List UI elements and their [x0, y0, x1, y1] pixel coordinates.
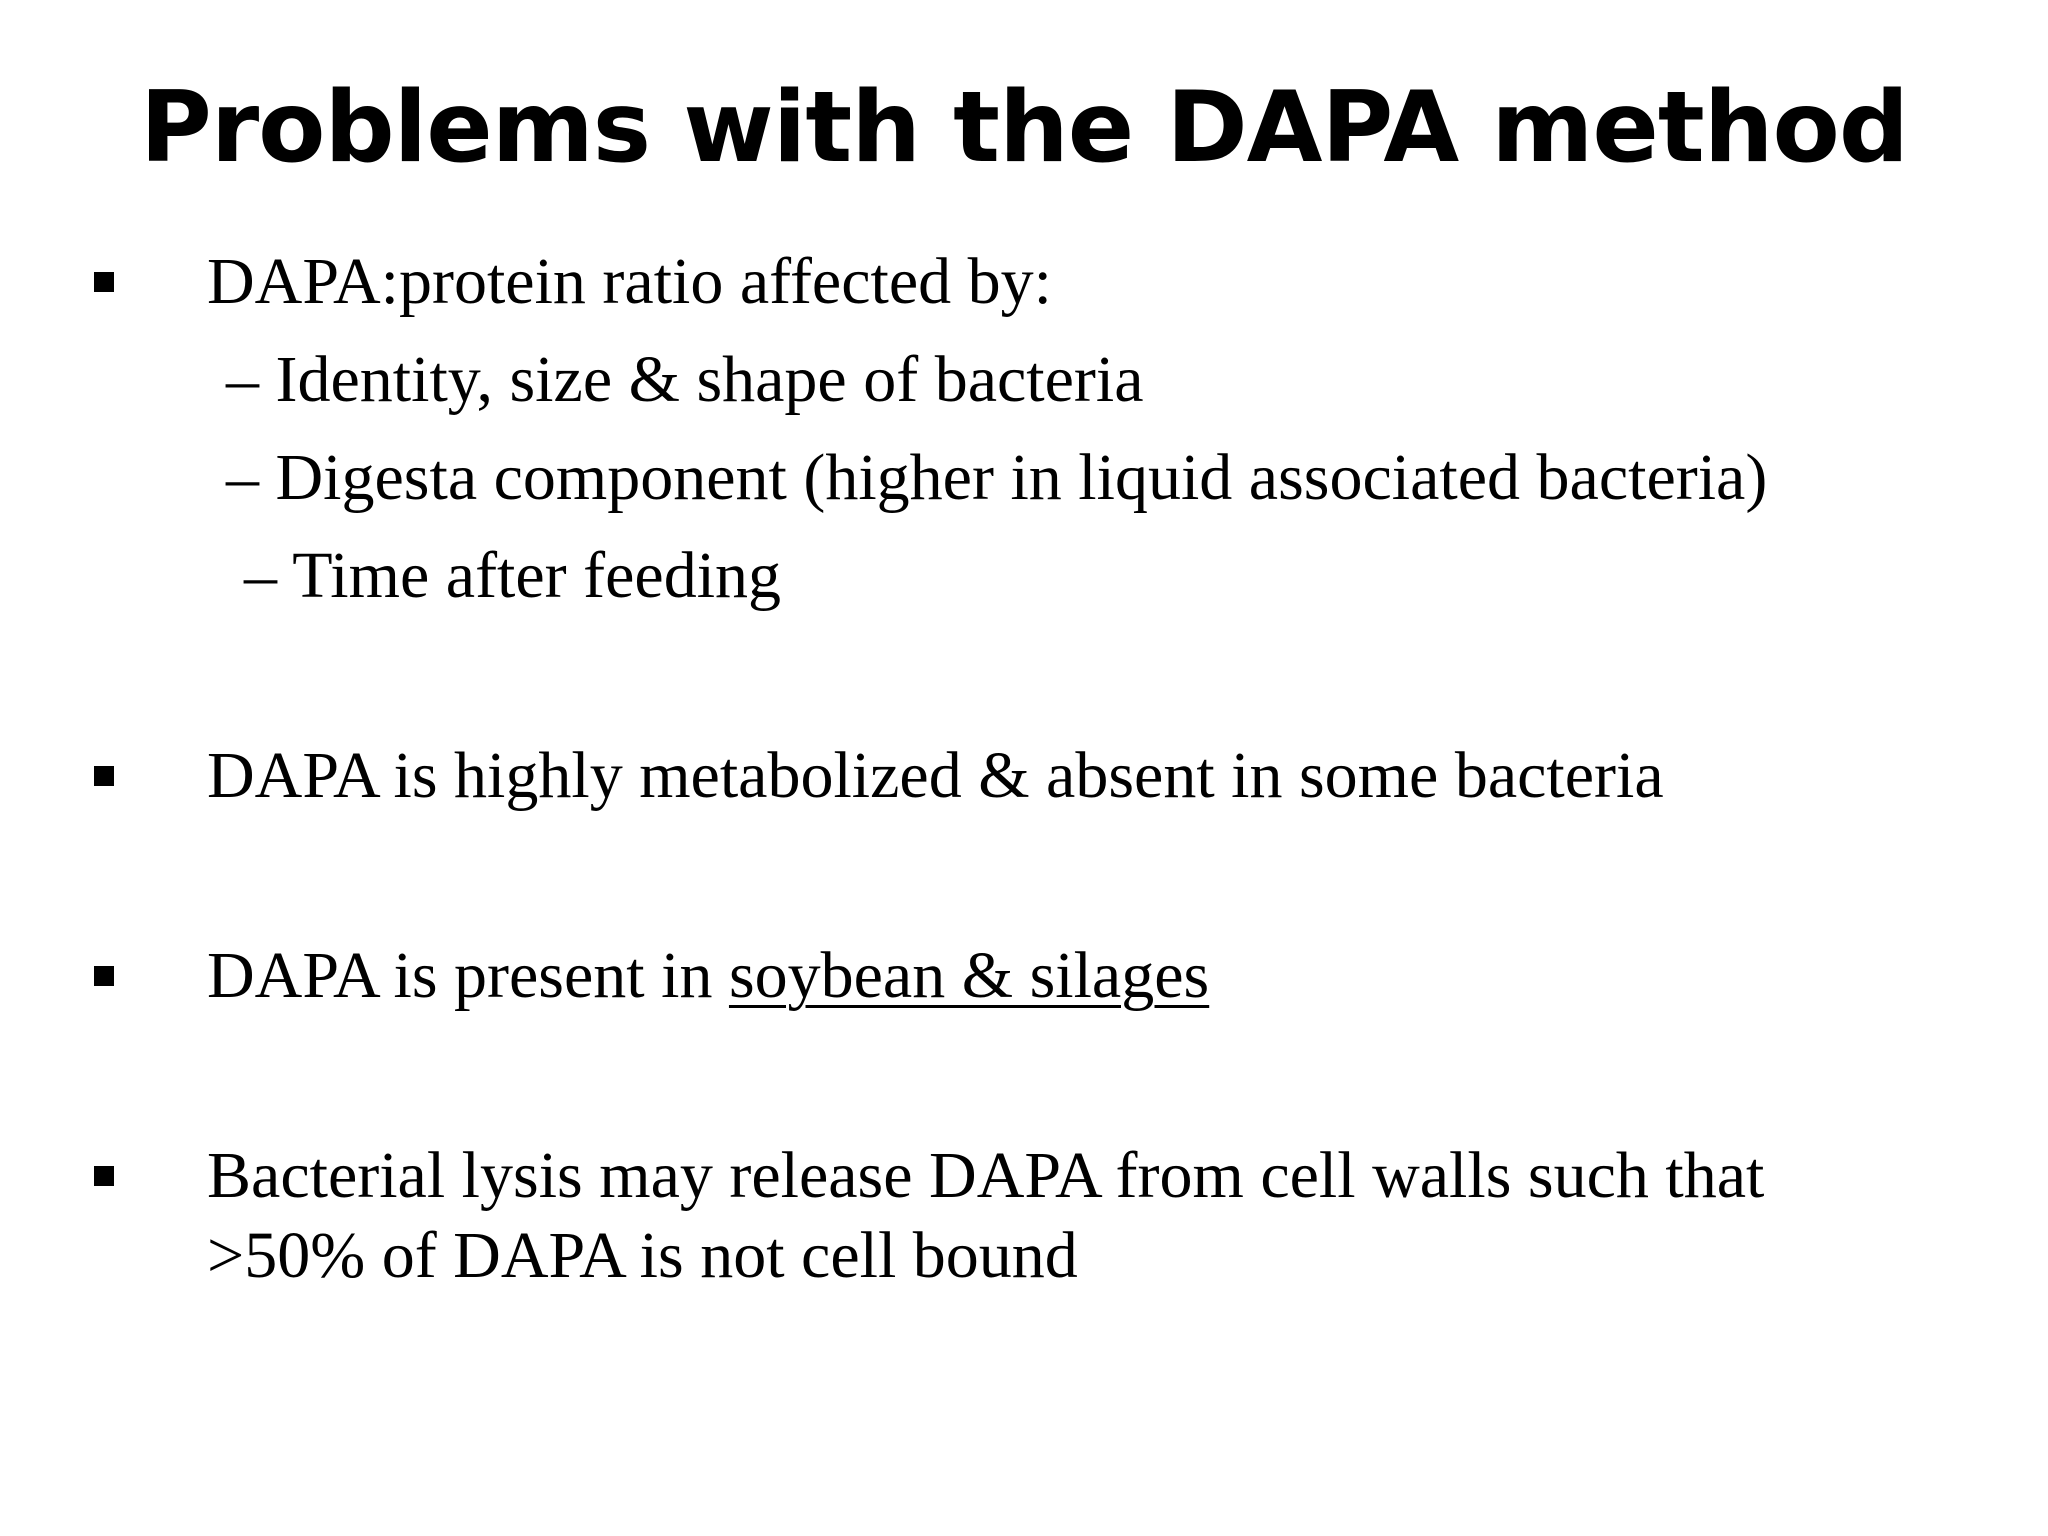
square-bullet-icon: [94, 766, 114, 786]
sub-bullet-text: – Time after feeding: [244, 539, 782, 612]
bullet-text: [207, 936, 1907, 1016]
square-bullet-icon: [94, 1166, 114, 1186]
bullet-text: DAPA:protein ratio affected by:: [207, 245, 1052, 318]
bullet-text-line: >50% of DAPA is not cell bound: [207, 1219, 1078, 1292]
bullet-text-prefix: DAPA is present in: [207, 939, 729, 1012]
bullet-text: DAPA is highly metabolized & absent in some bacteria: [207, 739, 1664, 812]
slide-title: Problems with the DAPA method: [140, 71, 1908, 185]
square-bullet-icon: [94, 272, 114, 292]
bullet-text-line: Bacterial lysis may release DAPA from cell walls such that: [207, 1139, 1765, 1212]
square-bullet-icon: [94, 966, 114, 986]
sub-bullet-text: – Identity, size & shape of bacteria: [226, 343, 1144, 416]
sub-bullet-text: – Digesta component (higher in liquid associated bacteria): [226, 441, 1768, 514]
underlined-text: soybean & silages: [728, 939, 1210, 1012]
